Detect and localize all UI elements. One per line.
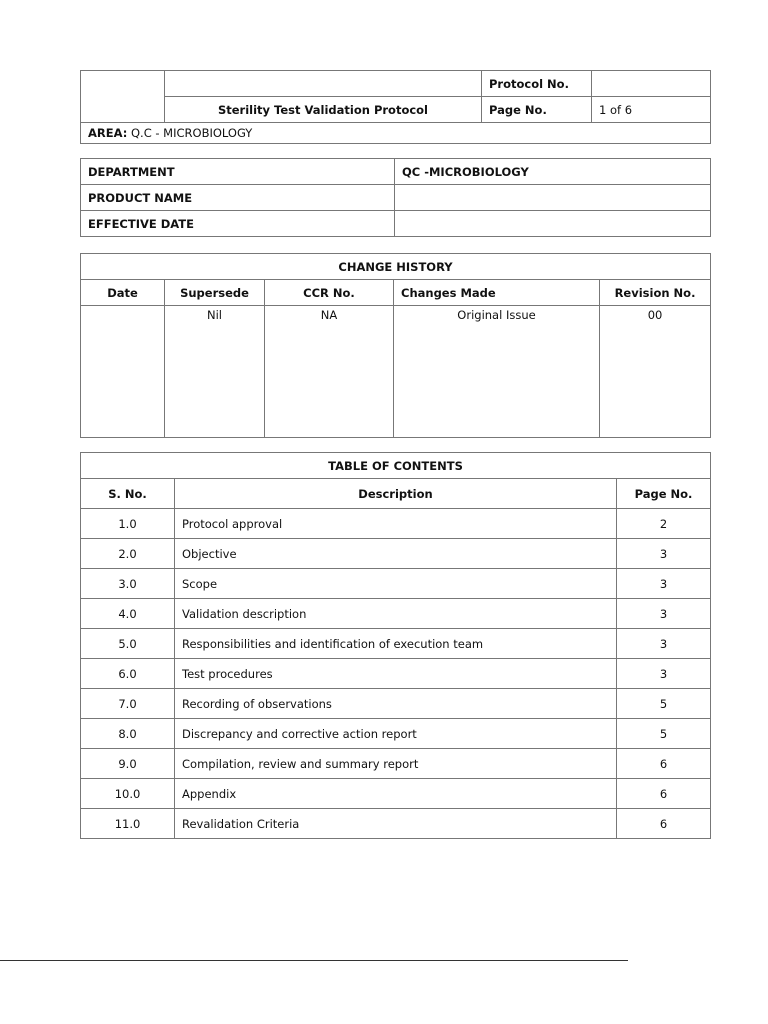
history-date bbox=[81, 306, 165, 438]
toc-description: Responsibilities and identification of execution team bbox=[175, 629, 617, 659]
header-blank-cell bbox=[165, 71, 482, 97]
column-header-supersede: Supersede bbox=[165, 280, 265, 306]
toc-sno: 10.0 bbox=[81, 779, 175, 809]
toc-description: Protocol approval bbox=[175, 509, 617, 539]
history-revision-no: 00 bbox=[600, 306, 711, 438]
table-row bbox=[81, 629, 711, 659]
table-row bbox=[81, 779, 711, 809]
department-label: DEPARTMENT bbox=[81, 159, 395, 185]
area-value: Q.C - MICROBIOLOGY bbox=[130, 126, 253, 140]
toc-sno: 6.0 bbox=[81, 659, 175, 689]
logo-cell bbox=[81, 71, 165, 123]
protocol-title: Sterility Test Validation Protocol bbox=[165, 97, 482, 123]
toc-page: 6 bbox=[617, 809, 711, 839]
info-table bbox=[80, 158, 711, 237]
toc-description: Discrepancy and corrective action report bbox=[175, 719, 617, 749]
footer-divider bbox=[0, 960, 628, 961]
history-supersede: Nil bbox=[165, 306, 265, 438]
document-header bbox=[80, 70, 711, 144]
toc-sno: 4.0 bbox=[81, 599, 175, 629]
column-header-page-no: Page No. bbox=[617, 479, 711, 509]
protocol-no-label: Protocol No. bbox=[482, 71, 592, 97]
table-row bbox=[81, 659, 711, 689]
toc-description: Test procedures bbox=[175, 659, 617, 689]
table-row bbox=[81, 509, 711, 539]
toc-description: Validation description bbox=[175, 599, 617, 629]
page-no-value: 1 of 6 bbox=[592, 97, 711, 123]
toc-sno: 1.0 bbox=[81, 509, 175, 539]
toc-page: 6 bbox=[617, 779, 711, 809]
toc-sno: 8.0 bbox=[81, 719, 175, 749]
product-name-label: PRODUCT NAME bbox=[81, 185, 395, 211]
toc-page: 3 bbox=[617, 569, 711, 599]
table-row bbox=[81, 719, 711, 749]
history-ccr-no: NA bbox=[265, 306, 394, 438]
page-no-label: Page No. bbox=[482, 97, 592, 123]
product-name-value bbox=[395, 185, 711, 211]
column-header-s-no: S. No. bbox=[81, 479, 175, 509]
toc-sno: 9.0 bbox=[81, 749, 175, 779]
toc-sno: 2.0 bbox=[81, 539, 175, 569]
toc-title: TABLE OF CONTENTS bbox=[81, 453, 711, 479]
toc-description: Recording of observations bbox=[175, 689, 617, 719]
toc-description: Objective bbox=[175, 539, 617, 569]
column-header-changes-made: Changes Made bbox=[394, 280, 600, 306]
toc-description: Appendix bbox=[175, 779, 617, 809]
toc-page: 3 bbox=[617, 629, 711, 659]
table-of-contents bbox=[80, 452, 711, 839]
change-history-table bbox=[80, 253, 711, 438]
effective-date-label: EFFECTIVE DATE bbox=[81, 211, 395, 237]
column-header-description: Description bbox=[175, 479, 617, 509]
toc-page: 2 bbox=[617, 509, 711, 539]
table-row bbox=[81, 539, 711, 569]
table-row bbox=[81, 306, 711, 438]
column-header-ccr-no: CCR No. bbox=[265, 280, 394, 306]
effective-date-value bbox=[395, 211, 711, 237]
table-row bbox=[81, 809, 711, 839]
toc-page: 3 bbox=[617, 539, 711, 569]
protocol-no-value bbox=[592, 71, 711, 97]
column-header-revision-no: Revision No. bbox=[600, 280, 711, 306]
change-history-title: CHANGE HISTORY bbox=[81, 254, 711, 280]
toc-page: 6 bbox=[617, 749, 711, 779]
toc-page: 5 bbox=[617, 689, 711, 719]
table-row bbox=[81, 689, 711, 719]
toc-sno: 3.0 bbox=[81, 569, 175, 599]
toc-description: Revalidation Criteria bbox=[175, 809, 617, 839]
toc-page: 3 bbox=[617, 599, 711, 629]
table-row bbox=[81, 749, 711, 779]
toc-sno: 7.0 bbox=[81, 689, 175, 719]
toc-description: Scope bbox=[175, 569, 617, 599]
area-cell bbox=[81, 123, 711, 144]
area-label: AREA: bbox=[88, 126, 128, 140]
toc-sno: 5.0 bbox=[81, 629, 175, 659]
toc-description: Compilation, review and summary report bbox=[175, 749, 617, 779]
department-value: QC -MICROBIOLOGY bbox=[395, 159, 711, 185]
table-row bbox=[81, 599, 711, 629]
toc-sno: 11.0 bbox=[81, 809, 175, 839]
history-changes-made: Original Issue bbox=[394, 306, 600, 438]
table-row bbox=[81, 569, 711, 599]
column-header-date: Date bbox=[81, 280, 165, 306]
toc-page: 5 bbox=[617, 719, 711, 749]
toc-page: 3 bbox=[617, 659, 711, 689]
